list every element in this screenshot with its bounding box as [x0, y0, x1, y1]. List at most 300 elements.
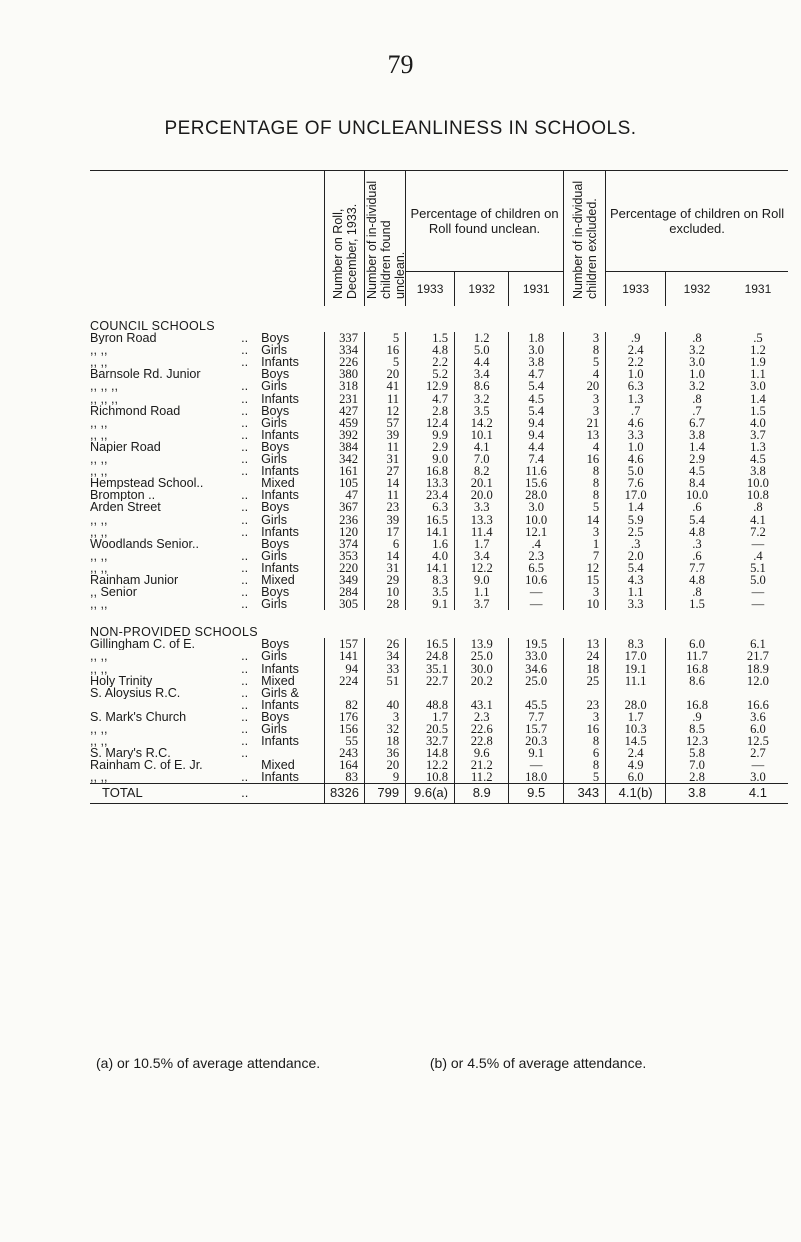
cell-e31: 1.5	[750, 403, 766, 418]
cell-p33: 48.8	[406, 699, 455, 711]
cell-sep: ..	[241, 488, 249, 503]
cell-p33: 4.7	[406, 393, 455, 405]
cell-excl: 5	[563, 501, 605, 513]
uncleanliness-table-wrapper	[90, 170, 788, 804]
cell-e33: 8.3	[606, 638, 666, 650]
cell-p33: 10.8	[406, 771, 455, 784]
cell-sep: ..	[241, 403, 249, 418]
cell-e32: .3	[666, 538, 728, 550]
cell-e32	[666, 687, 728, 699]
header-pct-unclean: Percentage of children on Roll found unclean.	[406, 171, 564, 272]
cell-e31: 1.4	[750, 391, 766, 406]
cell-p33: 1.5	[406, 332, 455, 344]
cell-e32: 1.4	[666, 441, 728, 453]
table-row	[90, 526, 788, 538]
cell-p31: 4.5	[509, 393, 563, 405]
cell-excl: 3	[563, 332, 605, 344]
footnote-b: (b) or 4.5% of average attendance.	[429, 1055, 647, 1071]
cell-excl: 3	[563, 393, 605, 405]
cell-school: ,, ,,	[90, 453, 108, 466]
cell-type: Girls	[261, 343, 288, 358]
cell-e31: 21.7	[746, 649, 769, 664]
cell-excl: 8	[563, 489, 605, 501]
cell-e33: 5.0	[606, 465, 666, 477]
cell-roll: 226	[325, 356, 365, 368]
cell-p32: 13.3	[455, 514, 509, 526]
table-row	[90, 501, 788, 513]
cell-e31: .4	[753, 548, 763, 563]
cell-p32: 3.3	[455, 501, 509, 513]
header-1931-b: 1931	[728, 272, 788, 307]
cell-p33: 9.1	[406, 598, 455, 610]
cell-school: Byron Road	[90, 332, 157, 345]
cell-excl: 10	[563, 598, 605, 610]
cell-e33: 2.2	[606, 356, 666, 368]
cell-p33: 23.4	[406, 489, 455, 501]
cell-unclean: 33	[365, 663, 406, 675]
cell-p33: 14.8	[406, 747, 455, 759]
cell-roll: 305	[325, 598, 365, 610]
cell-type: Girls	[261, 597, 288, 612]
cell-sep: ..	[241, 391, 249, 406]
cell-school: Hempstead School..	[90, 477, 204, 490]
cell-unclean: 32	[365, 723, 406, 735]
cell-p32: 9.0	[455, 574, 509, 586]
cell-sep: ..	[241, 697, 249, 712]
cell-p33: 14.1	[406, 526, 455, 538]
cell-unclean: 34	[365, 650, 406, 662]
cell-p33: 2.2	[406, 356, 455, 368]
cell-p33: 16.5	[406, 638, 455, 650]
cell-school: S. Mark's Church	[90, 710, 187, 723]
cell-roll: 349	[325, 574, 365, 586]
cell-school: ,, ,,	[90, 723, 108, 736]
cell-roll: 141	[325, 650, 365, 662]
cell-p33: 9.9	[406, 429, 455, 441]
cell-excl: 13	[563, 429, 605, 441]
cell-e32: 5.8	[666, 747, 728, 759]
cell-p33: 14.1	[406, 562, 455, 574]
cell-type: Infants	[261, 560, 299, 575]
cell-p31: —	[509, 598, 563, 610]
cell-p31: 33.0	[509, 650, 563, 662]
cell-p32: 22.8	[455, 735, 509, 747]
cell-e33: 4.3	[606, 574, 666, 586]
footnote-a: (a) or 10.5% of average attendance.	[96, 1055, 321, 1071]
cell-school: ,, ,,	[90, 344, 108, 357]
cell-roll: 459	[325, 417, 365, 429]
cell-p31: 45.5	[509, 699, 563, 711]
cell-type: Boys	[261, 585, 290, 600]
cell-roll: 161	[325, 465, 365, 477]
cell-school: S. Aloysius R.C.	[90, 686, 181, 699]
cell-p31: 18.0	[509, 771, 563, 784]
cell-sep: ..	[241, 355, 249, 370]
cell-unclean: 17	[365, 526, 406, 538]
cell-sep: ..	[241, 439, 249, 454]
total-p32: 8.9	[455, 784, 509, 803]
cell-p32: 22.6	[455, 723, 509, 735]
cell-type: Infants	[261, 355, 299, 370]
cell-e31: —	[751, 597, 765, 612]
cell-school: ,, ,,	[90, 598, 108, 611]
cell-p32: 43.1	[455, 699, 509, 711]
table-row	[90, 598, 788, 610]
cell-p33: 16.5	[406, 514, 455, 526]
cell-p33: 24.8	[406, 650, 455, 662]
cell-p33: 5.2	[406, 368, 455, 380]
table-row	[90, 405, 788, 417]
cell-type: Boys	[261, 709, 290, 724]
cell-roll: 236	[325, 514, 365, 526]
cell-p31: 10.0	[509, 514, 563, 526]
cell-roll: 47	[325, 489, 365, 501]
cell-unclean: 14	[365, 550, 406, 562]
cell-p32: 3.2	[455, 393, 509, 405]
cell-roll: 55	[325, 735, 365, 747]
cell-sep: ..	[241, 722, 249, 736]
cell-unclean: 20	[365, 368, 406, 380]
cell-e32: 6.0	[666, 638, 728, 650]
cell-p33: 9.0	[406, 453, 455, 465]
cell-e32: 16.8	[666, 699, 728, 711]
cell-p33: 13.3	[406, 477, 455, 489]
cell-p31: 6.5	[509, 562, 563, 574]
cell-p31: 20.3	[509, 735, 563, 747]
cell-excl: 8	[563, 465, 605, 477]
cell-e31: 3.7	[750, 427, 766, 442]
cell-roll: 157	[325, 638, 365, 650]
cell-excl: 8	[563, 735, 605, 747]
cell-p32: 3.7	[455, 598, 509, 610]
cell-e32: 2.8	[666, 771, 728, 784]
cell-e31: 5.0	[750, 572, 766, 587]
total-e33: 4.1(b)	[606, 784, 666, 803]
cell-excl: 3	[563, 711, 605, 723]
cell-unclean: 57	[365, 417, 406, 429]
cell-p33: 4.8	[406, 344, 455, 356]
cell-p32: 11.4	[455, 526, 509, 538]
page-title: PERCENTAGE OF UNCLEANLINESS IN SCHOOLS.	[164, 118, 637, 139]
cell-p32: 30.0	[455, 663, 509, 675]
cell-e33: 17.0	[606, 650, 666, 662]
cell-e32: 8.5	[666, 723, 728, 735]
cell-e33: 10.3	[606, 723, 666, 735]
cell-unclean: 31	[365, 453, 406, 465]
cell-e33: 5.9	[606, 514, 666, 526]
cell-excl: 4	[563, 368, 605, 380]
cell-roll: 353	[325, 550, 365, 562]
cell-sep: ..	[241, 572, 249, 587]
cell-p31: 1.8	[509, 332, 563, 344]
cell-type: Infants	[261, 488, 299, 503]
cell-p31: 9.4	[509, 417, 563, 429]
cell-type: Boys	[261, 637, 290, 652]
cell-e31: 5.1	[750, 560, 766, 575]
section-nonprovided	[90, 610, 788, 638]
cell-sep: ..	[241, 500, 249, 515]
cell-p33: 22.7	[406, 675, 455, 687]
section-title: NON-PROVIDED SCHOOLS	[90, 625, 258, 640]
cell-type: Girls	[261, 722, 288, 736]
total-p33: 9.6(a)	[406, 784, 455, 803]
cell-roll: 94	[325, 663, 365, 675]
cell-p32: 4.4	[455, 356, 509, 368]
cell-roll: 334	[325, 344, 365, 356]
cell-p31: 11.6	[509, 465, 563, 477]
cell-e31: 3.0	[750, 770, 766, 785]
cell-unclean: 20	[365, 759, 406, 771]
cell-school: ,, ,,	[90, 428, 108, 441]
cell-p32: 3.4	[455, 550, 509, 562]
cell-e33: 1.1	[606, 586, 666, 598]
cell-excl: 14	[563, 514, 605, 526]
total-row	[90, 784, 788, 803]
cell-e33: .9	[606, 332, 666, 344]
cell-p32: 1.7	[455, 538, 509, 550]
header-roll: Number on Roll, December, 1933.	[325, 171, 365, 307]
section-title: COUNCIL SCHOOLS	[90, 319, 215, 333]
cell-e33: 1.3	[606, 393, 666, 405]
cell-unclean: 10	[365, 586, 406, 598]
cell-e31: 4.5	[750, 452, 766, 467]
cell-type: Mixed	[261, 758, 295, 773]
cell-unclean: 14	[365, 477, 406, 489]
cell-school: Woodlands Senior..	[90, 537, 199, 550]
cell-p33: 8.3	[406, 574, 455, 586]
cell-p31: 9.4	[509, 429, 563, 441]
cell-e32: .8	[666, 393, 728, 405]
cell-school: ,, Senior	[90, 586, 137, 599]
cell-e33: 19.1	[606, 663, 666, 675]
cell-e33: 4.9	[606, 759, 666, 771]
cell-type: Boys	[261, 367, 290, 382]
cell-p31: 28.0	[509, 489, 563, 501]
cell-roll: 224	[325, 675, 365, 687]
cell-roll	[325, 687, 365, 699]
cell-e33: 3.3	[606, 598, 666, 610]
cell-p31: 3.0	[509, 501, 563, 513]
table-row	[90, 687, 788, 699]
cell-p32: 20.2	[455, 675, 509, 687]
cell-p32: 25.0	[455, 650, 509, 662]
cell-e32: 16.8	[666, 663, 728, 675]
cell-e31: 12.5	[746, 734, 769, 749]
cell-sep: ..	[241, 331, 249, 346]
cell-school: Gillingham C. of E.	[90, 638, 195, 651]
cell-excl: 4	[563, 441, 605, 453]
cell-unclean: 5	[365, 356, 406, 368]
cell-roll: 284	[325, 586, 365, 598]
cell-p31: 34.6	[509, 663, 563, 675]
cell-roll: 367	[325, 501, 365, 513]
cell-sep: ..	[241, 597, 249, 612]
cell-excl: 6	[563, 747, 605, 759]
cell-excl: 23	[563, 699, 605, 711]
cell-e33: .7	[606, 405, 666, 417]
cell-e33	[606, 687, 666, 699]
header-excluded: Number of in-dividual children excluded.	[563, 171, 605, 307]
header-1932-a: 1932	[455, 272, 509, 307]
cell-p31: 4.4	[509, 441, 563, 453]
header-pct-excluded: Percentage of children on Roll excluded.	[606, 171, 788, 272]
cell-p31: 19.5	[509, 638, 563, 650]
cell-type: Girls &	[261, 685, 299, 700]
cell-p31: 5.4	[509, 405, 563, 417]
cell-excl: 20	[563, 380, 605, 392]
cell-e32: 7.0	[666, 759, 728, 771]
cell-e33: 2.4	[606, 344, 666, 356]
cell-sep: ..	[241, 560, 249, 575]
cell-school: ,, ,,	[90, 771, 108, 784]
cell-unclean: 5	[365, 332, 406, 344]
cell-type: Infants	[261, 391, 299, 406]
cell-e33: 6.3	[606, 380, 666, 392]
cell-e32: 4.8	[666, 526, 728, 538]
cell-unclean: 28	[365, 598, 406, 610]
header-1933-b: 1933	[606, 272, 666, 307]
cell-p32	[455, 687, 509, 699]
cell-e31: 4.1	[750, 512, 766, 527]
cell-roll: 384	[325, 441, 365, 453]
cell-e32: 3.8	[666, 429, 728, 441]
cell-e33: 1.0	[606, 368, 666, 380]
total-excluded: 343	[563, 784, 605, 803]
table-row	[90, 675, 788, 687]
cell-sep: ..	[241, 548, 249, 563]
cell-p31: .4	[509, 538, 563, 550]
cell-roll: 164	[325, 759, 365, 771]
cell-p32: 20.0	[455, 489, 509, 501]
cell-p33: 1.7	[406, 711, 455, 723]
cell-p32: 1.2	[455, 332, 509, 344]
cell-e31: 1.3	[750, 439, 766, 454]
cell-excl	[563, 687, 605, 699]
cell-p33: 4.0	[406, 550, 455, 562]
cell-unclean: 6	[365, 538, 406, 550]
cell-excl: 25	[563, 675, 605, 687]
table-row	[90, 514, 788, 526]
cell-e33: 5.4	[606, 562, 666, 574]
cell-excl: 8	[563, 759, 605, 771]
cell-e33: 2.0	[606, 550, 666, 562]
cell-p33: 3.5	[406, 586, 455, 598]
cell-p33: 12.4	[406, 417, 455, 429]
cell-e33: 28.0	[606, 699, 666, 711]
cell-excl: 21	[563, 417, 605, 429]
cell-p32: 8.2	[455, 465, 509, 477]
cell-e32: .8	[666, 586, 728, 598]
cell-sep	[241, 538, 261, 550]
cell-unclean: 12	[365, 405, 406, 417]
total-sep: ..	[241, 784, 261, 803]
cell-roll: 318	[325, 380, 365, 392]
cell-type: Boys	[261, 439, 290, 454]
cell-school: Holy Trinity	[90, 674, 153, 687]
cell-type: Girls	[261, 512, 288, 527]
cell-p31: 25.0	[509, 675, 563, 687]
cell-e31: 6.0	[750, 722, 766, 736]
cell-p33	[406, 687, 455, 699]
cell-type: Infants	[261, 770, 299, 785]
cell-sep: ..	[241, 709, 249, 724]
cell-sep: ..	[241, 512, 249, 527]
cell-p31: 15.7	[509, 723, 563, 735]
cell-e32: 4.8	[666, 574, 728, 586]
total-p31: 9.5	[509, 784, 563, 803]
cell-e33: 3.3	[606, 429, 666, 441]
cell-unclean: 29	[365, 574, 406, 586]
cell-p31: 12.1	[509, 526, 563, 538]
cell-p33: 1.6	[406, 538, 455, 550]
footnotes	[90, 1055, 788, 1071]
cell-type: Infants	[261, 661, 299, 676]
cell-e31: .8	[753, 500, 763, 515]
cell-e33: 1.7	[606, 711, 666, 723]
cell-excl: 8	[563, 344, 605, 356]
cell-e32: 3.2	[666, 380, 728, 392]
cell-unclean: 9	[365, 771, 406, 784]
cell-p33: 12.2	[406, 759, 455, 771]
cell-p32: 9.6	[455, 747, 509, 759]
cell-p31: 15.6	[509, 477, 563, 489]
cell-roll: 380	[325, 368, 365, 380]
cell-unclean: 11	[365, 489, 406, 501]
header-1931-a: 1931	[509, 272, 563, 307]
cell-sep: ..	[241, 379, 249, 394]
total-unclean: 799	[365, 784, 406, 803]
cell-type: Boys	[261, 536, 290, 551]
cell-school: ,, ,,	[90, 662, 108, 675]
cell-e32: 1.5	[666, 598, 728, 610]
cell-school: ,, ,,	[90, 561, 108, 574]
cell-p31: 3.0	[509, 344, 563, 356]
cell-unclean: 11	[365, 393, 406, 405]
cell-roll: 392	[325, 429, 365, 441]
cell-p32: 10.1	[455, 429, 509, 441]
cell-excl: 24	[563, 650, 605, 662]
cell-e31: —	[751, 758, 765, 773]
cell-unclean: 40	[365, 699, 406, 711]
cell-p33: 12.9	[406, 380, 455, 392]
uncleanliness-table	[90, 170, 788, 804]
cell-type: Infants	[261, 427, 299, 442]
cell-school: ,, ,,	[90, 735, 108, 748]
cell-school: ,, ,,	[90, 356, 108, 369]
cell-type: Girls	[261, 452, 288, 467]
cell-roll: 427	[325, 405, 365, 417]
cell-unclean: 16	[365, 344, 406, 356]
table-row	[90, 663, 788, 675]
cell-e31: —	[751, 585, 765, 600]
cell-unclean: 3	[365, 711, 406, 723]
cell-sep: ..	[241, 427, 249, 442]
cell-school: ,, ,,	[90, 650, 108, 663]
cell-sep: ..	[241, 524, 249, 539]
cell-unclean: 39	[365, 429, 406, 441]
cell-e32: 5.4	[666, 514, 728, 526]
cell-excl: 3	[563, 586, 605, 598]
cell-excl: 12	[563, 562, 605, 574]
cell-e31: 6.1	[750, 637, 766, 652]
page-number: 79	[387, 50, 414, 79]
cell-p32: 12.2	[455, 562, 509, 574]
cell-type: Girls	[261, 379, 288, 394]
cell-p32: 7.0	[455, 453, 509, 465]
cell-p33: 35.1	[406, 663, 455, 675]
header-unclean: Number of in-dividual children found unclean.	[365, 171, 406, 307]
cell-p32: 20.1	[455, 477, 509, 489]
